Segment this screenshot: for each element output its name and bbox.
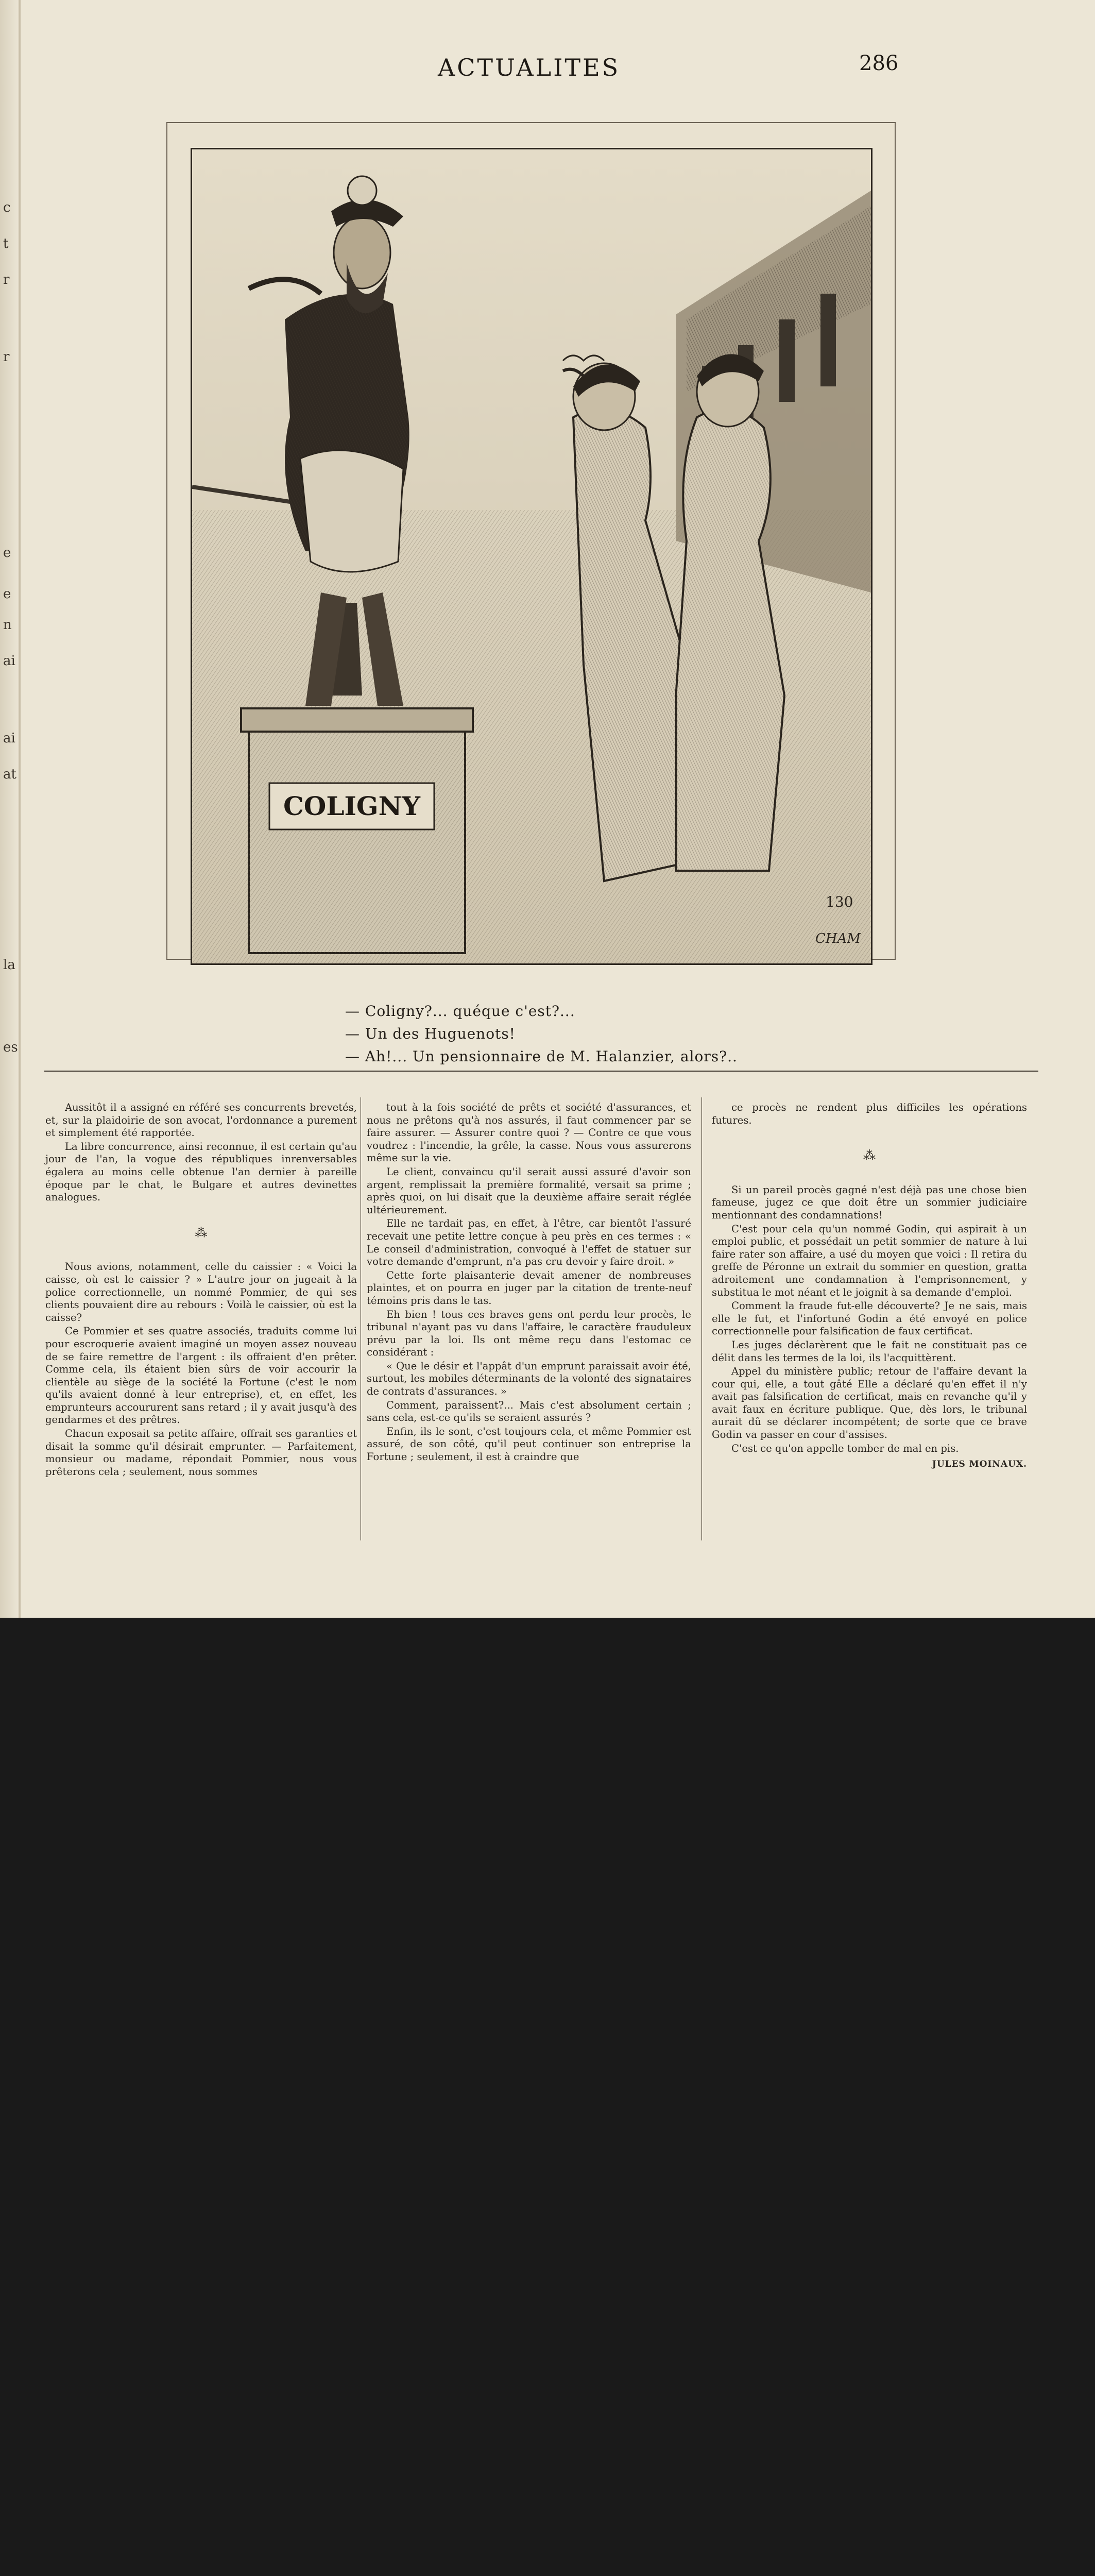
paragraph: Eh bien ! tous ces braves gens ont perdu leur procès, le tribunal n'ayant pas vu dans l'affaire, le caractère frauduleux prévu par la loi. Ils ont même reçu dans l'estomac ce considérant : (367, 1308, 691, 1359)
paragraph: Comment la fraude fut-elle découverte? Je ne sais, mais elle le fut, et l'infortuné Godin a été envoyé en police correctionnelle pour falsification de faux certificat. (712, 1300, 1027, 1337)
margin-fragment: r (3, 272, 10, 287)
section-rule (44, 1071, 1038, 1072)
paragraph: tout à la fois société de prêts et société d'assurances, et nous ne prêtons qu'à nos assurés, il faut commencer par se faire assurer. — Assurer contre quoi ? — Contre ce que vous voudrez : l'incendie, la grêle, la casse. Nous vous assurerons même sur la vie. (367, 1101, 691, 1164)
paragraph: Le client, convaincu qu'il serait aussi assuré d'avoir son argent, remplissait la première formalité, versait sa prime ; après quoi, on lui disait que la deuxième affaire serait réglée ultérieurement. (367, 1165, 691, 1216)
paragraph: Nous avions, notamment, celle du caissier : « Voici la caisse, où est le caissier ? » L'autre jour on jugeait à la police correctionnelle, un nommé Pommier, de qui ses clients pouvaient dire au rebours : Voilà le caissier, où est la caisse? (45, 1261, 357, 1324)
lithograph-illustration (191, 148, 872, 965)
margin-fragment: r (3, 349, 10, 365)
margin-fragment: at (3, 767, 16, 782)
margin-fragment: e (3, 586, 11, 602)
paragraph: Comment, paraissent?... Mais c'est absolument certain ; sans cela, est-ce qu'ils se seraient assurés ? (367, 1399, 691, 1424)
page-fold (19, 0, 21, 1618)
paragraph: Chacun exposait sa petite affaire, offrait ses garanties et disait la somme qu'il désirait emprunter. — Parfaitement, monsieur ou madame, répondait Pommier, nous vous prêterons cela ; seulement, nous sommes (45, 1428, 357, 1478)
lithograph-drawing (192, 149, 871, 963)
paragraph: Si un pareil procès gagné n'est déjà pas une chose bien fameuse, jugez ce que doit être un sommier judiciaire mentionnant des condamnations! (712, 1183, 1027, 1221)
paragraph: Elle ne tardait pas, en effet, à l'être, car bientôt l'assuré recevait une petite lettre conçue à peu près en ces termes : « Le conseil d'administration, convoqué à l'effet de statuer sur votre demande d'emprunt, n'a pas cru devoir y faire droit. » (367, 1217, 691, 1268)
paragraph: La libre concurrence, ainsi reconnue, il est certain qu'au jour de l'an, la vogue des républiques inrenversables égalera au moins celle obtenue l'an dernier à pareille époque par le chat, le Bulgare et autres devinettes analogues. (45, 1140, 357, 1204)
section-separator: ⁂ (863, 1148, 876, 1163)
paragraph: Les juges déclarèrent que le fait ne constituait pas ce délit dans les termes de la loi, ils l'acquittèrent. (712, 1338, 1027, 1364)
paragraph: ce procès ne rendent plus difficiles les opérations futures. (712, 1101, 1027, 1126)
paragraph: C'est ce qu'on appelle tomber de mal en pis. (731, 1442, 959, 1454)
paragraph: Enfin, ils le sont, c'est toujours cela, et même Pommier est assuré, de son côté, qu'il peut continuer son entreprise la Fortune ; seulement, il est à craindre que (367, 1425, 691, 1463)
viewer-footer (0, 1618, 1095, 1687)
caption-line: — Un des Huguenots! (345, 1025, 516, 1042)
margin-fragment: t (3, 236, 9, 251)
margin-fragment: es (3, 1040, 18, 1055)
paragraph: Ce Pommier et ses quatre associés, traduits comme lui pour escroquerie avaient imaginé un moyen assez nouveau de se faire remettre de l'argent : ils offraient d'en prêter. Comme cela, ils étaient bien sûrs de voir accourir la clientèle au siège de la société la Fortune (c'est le nom qu'ils avaient donné à leur entreprise), et, en effet, les emprunteurs accoururent sans retard ; il y avait jusqu'à des gendarmes et des prêtres. (45, 1325, 357, 1426)
plinth-inscription: COLIGNY (283, 791, 420, 821)
article-column-1 (45, 1101, 357, 1478)
margin-fragment: ai (3, 653, 15, 669)
author-signature: JULES MOINAUX. (932, 1459, 1027, 1470)
paragraph: « Que le désir et l'appât d'un emprunt paraissait avoir été, surtout, les mobiles déterminants de la volonté des signataires de contrats d'assurances. » (367, 1360, 691, 1398)
paragraph: Aussitôt il a assigné en référé ses concurrents brevetés, et, sur la plaidoirie de son avocat, l'ordonnance a purement et simplement été rapportée. (45, 1101, 357, 1139)
paragraph: Appel du ministère public; retour de l'affaire devant la cour qui, elle, a tout gâté Elle a déclaré qu'en effet il n'y avait pas falsification de certificat, mais en revanche qu'il y avait faux en écriture publique. Que, dès lors, le tribunal aurait dû se déclarer incompétent; de sorte que ce brave Godin va passer en cour d'assises. (712, 1365, 1027, 1441)
margin-fragment: n (3, 617, 12, 633)
margin-fragment: c (3, 200, 11, 215)
margin-fragment: la (3, 957, 15, 973)
artist-signature: CHAM (815, 931, 861, 946)
paragraph: Cette forte plaisanterie devait amener de nombreuses plaintes, et on pourra en juger par la citation de trente-neuf témoins pris dans le tas. (367, 1269, 691, 1307)
article-column-2 (367, 1101, 691, 1464)
article-column-3 (712, 1101, 1027, 1471)
page-title: ACTUALITES (438, 54, 621, 81)
section-separator: ⁂ (195, 1225, 208, 1240)
statue-plinth (241, 708, 473, 953)
caption-line: — Ah!... Un pensionnaire de M. Halanzier, alors?.. (345, 1048, 738, 1065)
page-number: 286 (859, 52, 899, 75)
caption-line: — Coligny?... quéque c'est?... (345, 1003, 575, 1020)
margin-fragment: ai (3, 731, 15, 746)
plate-number: 130 (826, 893, 853, 910)
margin-fragment: e (3, 545, 11, 561)
paragraph: C'est pour cela qu'un nommé Godin, qui aspirait à un emploi public, et possédait un petit sommier de nature à lui faire rater son affaire, a usé du moyen que voici : Il retira du greffe de Péronne un extrait du sommier en question, gratta adroitement une condamnation à l'emprisonnement, y substitua le mot néant et le joignit à sa demande d'emploi. (712, 1223, 1027, 1298)
